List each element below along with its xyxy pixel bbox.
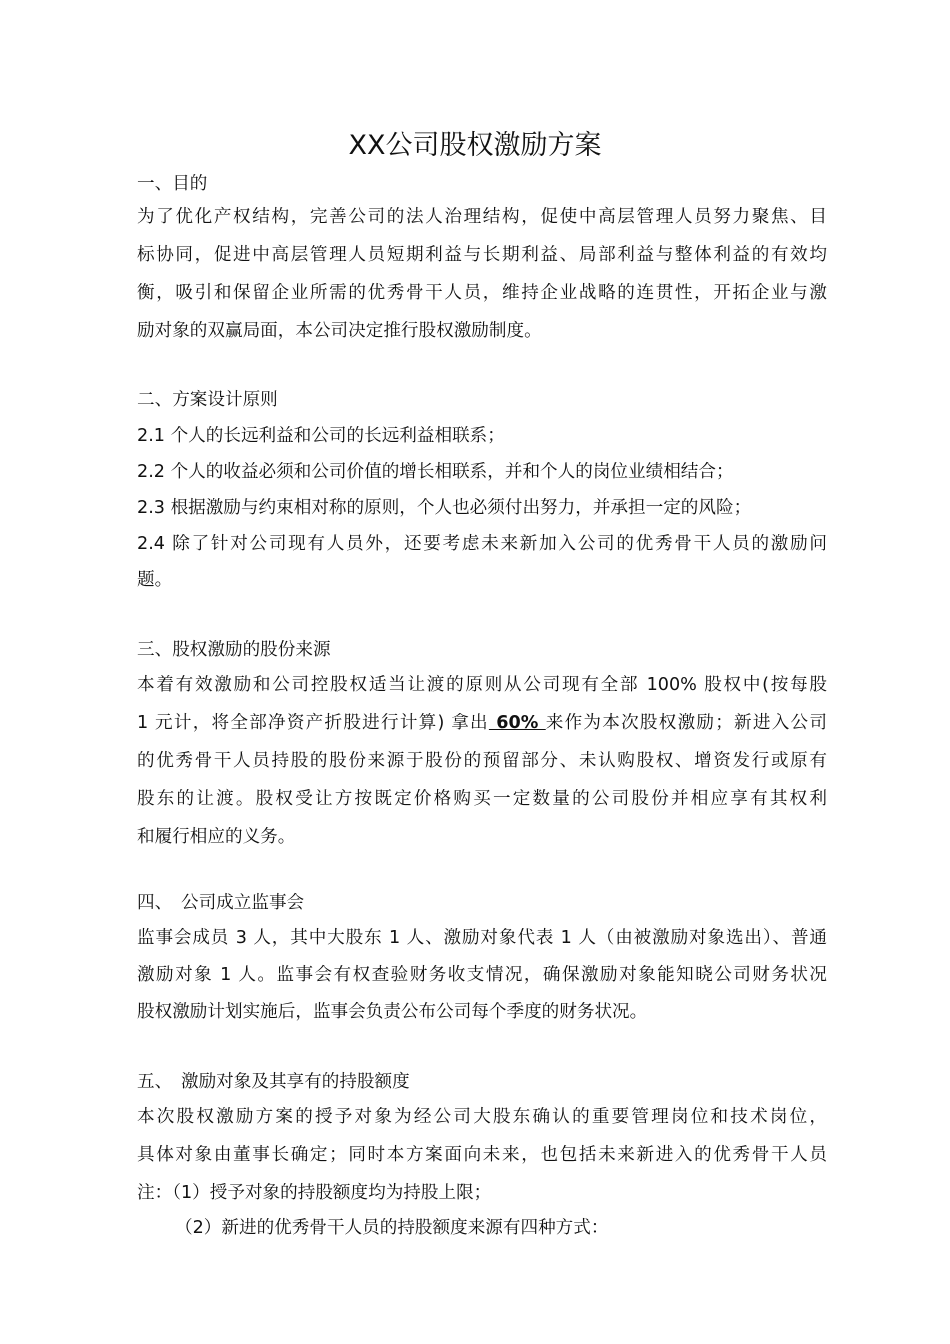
section-5-line: 本次股权激励方案的授予对象为经公司大股东确认的重要管理岗位和技术岗位， [137, 1107, 827, 1127]
section-3-line: 本着有效激励和公司控股权适当让渡的原则从公司现有全部 100% 股权中(按每股 [137, 675, 827, 695]
share-percentage: 60% [488, 713, 546, 733]
section-3-line: 的优秀骨干人员持股的股份来源于股份的预留部分、未认购股权、增资发行或原有 [137, 751, 827, 771]
section-2-line: 2.1 个人的长远利益和公司的长远利益相联系； [137, 426, 505, 446]
section-2-line: 2.2 个人的收益必须和公司价值的增长相联系，并和个人的岗位业绩相结合； [137, 462, 734, 482]
section-4-heading: 四、 公司成立监事会 [137, 893, 305, 913]
document-title: XX公司股权激励方案 [348, 130, 602, 161]
section-3-line: 和履行相应的义务。 [137, 827, 296, 847]
section-4-line: 监事会成员 3 人，其中大股东 1 人、激励对象代表 1 人（由被激励对象选出）、普通 [137, 928, 827, 948]
section-5-line: 具体对象由董事长确定；同时本方案面向未来，也包括未来新进入的优秀骨干人员 [137, 1145, 827, 1165]
section-5-heading: 五、 激励对象及其享有的持股额度 [137, 1072, 410, 1092]
section-1-line: 励对象的双赢局面，本公司决定推行股权激励制度。 [137, 321, 542, 341]
section-1-line: 衡，吸引和保留企业所需的优秀骨干人员，维持企业战略的连贯性，开拓企业与激 [137, 283, 827, 303]
section-2-line: 2.4 除了针对公司现有人员外，还要考虑未来新加入公司的优秀骨干人员的激励问 [137, 534, 827, 554]
section-3-line-pre: 1 元计，将全部净资产折股进行计算) 拿出 [137, 713, 489, 733]
section-2-line: 题。 [137, 570, 173, 590]
section-3-line-post: 来作为本次股权激励；新进入公司 [545, 713, 827, 733]
section-1-line: 标协同，促进中高层管理人员短期利益与长期利益、局部利益与整体利益的有效均 [137, 245, 827, 265]
section-3-line [137, 710, 827, 736]
section-4-line: 股权激励计划实施后，监事会负责公布公司每个季度的财务状况。 [137, 1002, 648, 1022]
section-3-line: 股东的让渡。股权受让方按既定价格购买一定数量的公司股份并相应享有其权利 [137, 789, 827, 809]
section-3-heading: 三、股权激励的股份来源 [137, 640, 331, 660]
section-2-heading: 二、方案设计原则 [137, 390, 278, 410]
section-5-note-indented: （2）新进的优秀骨干人员的持股额度来源有四种方式： [175, 1218, 609, 1238]
section-1-line: 为了优化产权结构，完善公司的法人治理结构，促使中高层管理人员努力聚焦、目 [137, 207, 827, 227]
section-1-heading: 一、目的 [137, 174, 208, 194]
section-4-line: 激励对象 1 人。监事会有权查验财务收支情况，确保激励对象能知晓公司财务状况 [137, 965, 827, 985]
section-2-line: 2.3 根据激励与约束相对称的原则，个人也必须付出努力，并承担一定的风险； [137, 498, 752, 518]
section-5-note: 注：（1）授予对象的持股额度均为持股上限； [137, 1183, 492, 1203]
